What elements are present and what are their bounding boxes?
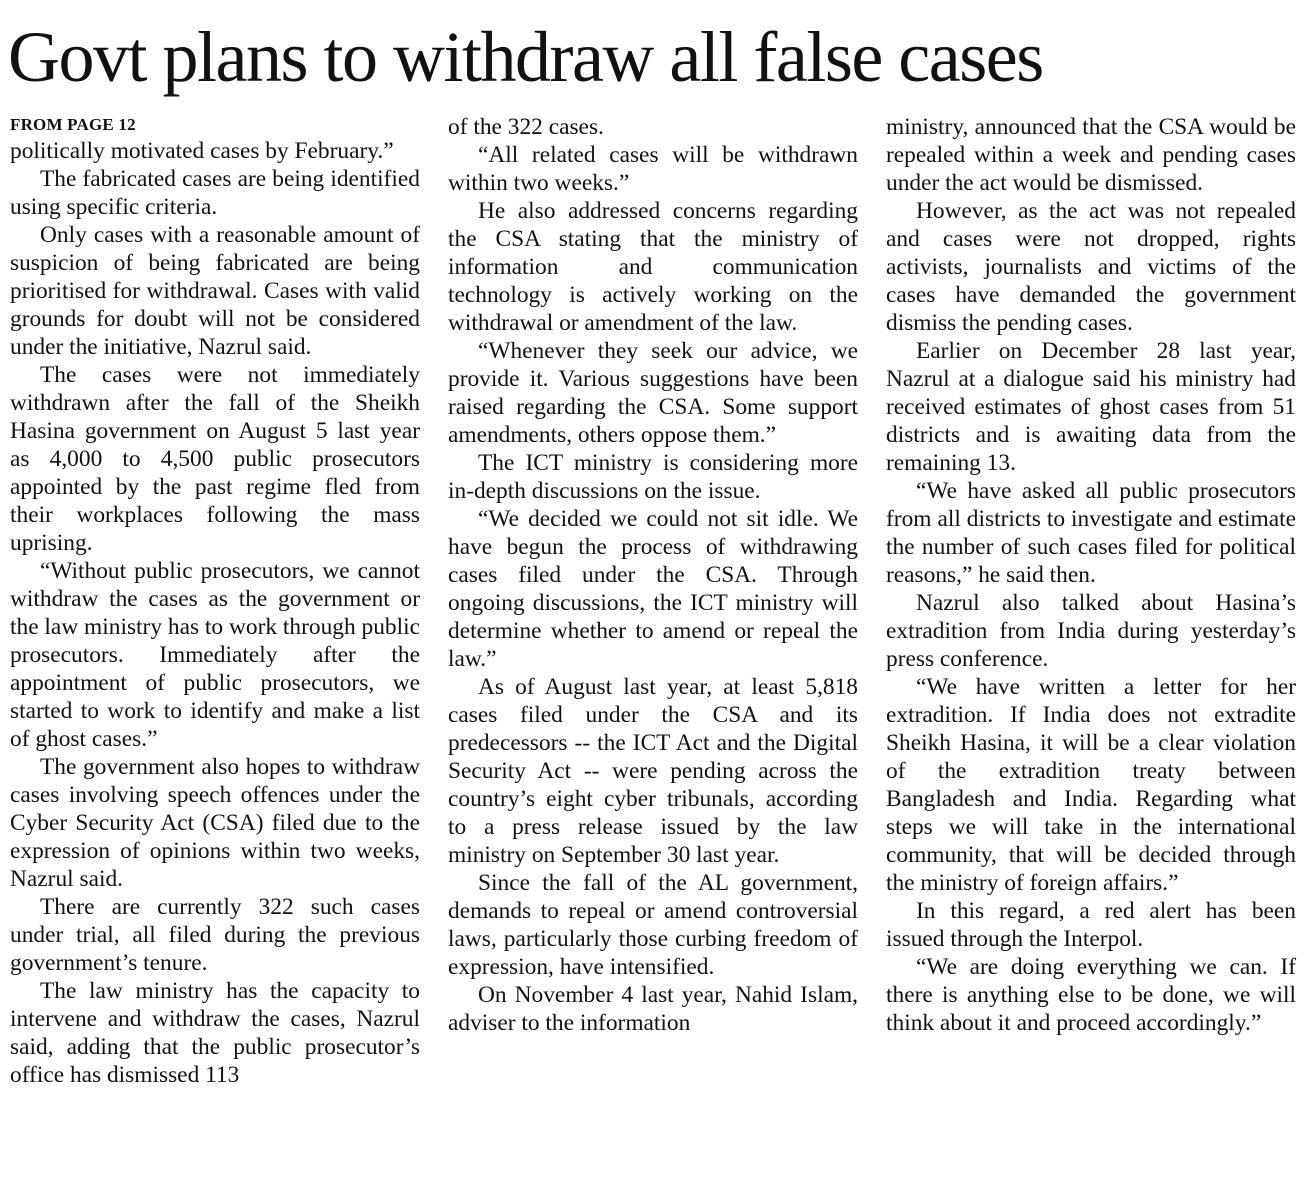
paragraph: “We have asked all public prosecutors from all districts to investigate and estimate the number of such cases filed for political reasons,” he said then. — [886, 478, 1296, 588]
paragraph: “We are doing everything we can. If there is anything else to be done, we will think about it and proceed accordingly.” — [886, 954, 1296, 1036]
paragraph: The fabricated cases are being identified using specific criteria. — [10, 166, 420, 220]
paragraph: “All related cases will be withdrawn within two weeks.” — [448, 142, 858, 196]
paragraph: There are currently 322 such cases under trial, all filed during the previous government’s tenure. — [10, 894, 420, 976]
paragraph: In this regard, a red alert has been issued through the Interpol. — [886, 898, 1296, 952]
paragraph: The government also hopes to withdraw cases involving speech offences under the Cyber Security Act (CSA) filed due to the expression of opinions within two weeks, Nazrul said. — [10, 754, 420, 892]
paragraph: “We decided we could not sit idle. We have begun the process of withdrawing cases filed under the CSA. Through ongoing discussions, the ICT ministry will determine whether to amend or repeal the law.” — [448, 506, 858, 672]
paragraph: On November 4 last year, Nahid Islam, adviser to the information — [448, 982, 858, 1036]
paragraph: As of August last year, at least 5,818 cases filed under the CSA and its predecessors -- the ICT Act and the Digital Security Act -- were pending across the country’s eight cyber tribunals, according to a press release issued by the law ministry on September 30 last year. — [448, 674, 858, 868]
paragraph: However, as the act was not repealed and cases were not dropped, rights activists, journalists and victims of the cases have demanded the government dismiss the pending cases. — [886, 198, 1296, 336]
headline: Govt plans to withdraw all false cases — [8, 17, 1043, 97]
paragraph: Nazrul also talked about Hasina’s extradition from India during yesterday’s press conference. — [886, 590, 1296, 672]
paragraph: Earlier on December 28 last year, Nazrul at a dialogue said his ministry had received estimates of ghost cases from 51 districts and is awaiting data from the remaining 13. — [886, 338, 1296, 476]
paragraph: The cases were not immediately withdrawn after the fall of the Sheikh Hasina government on August 5 last year as 4,000 to 4,500 public prosecutors appointed by the past regime fled from their workplaces following the mass uprising. — [10, 362, 420, 556]
article-column-1 — [10, 113, 420, 1089]
continuation-kicker: FROM PAGE 12 — [10, 115, 136, 134]
article-column-2 — [448, 113, 858, 1037]
article-column-3 — [886, 113, 1296, 1037]
paragraph: ministry, announced that the CSA would be repealed within a week and pending cases under the act would be dismissed. — [886, 114, 1296, 196]
paragraph: He also addressed concerns regarding the CSA stating that the ministry of information and communication technology is actively working on the withdrawal or amendment of the law. — [448, 198, 858, 336]
paragraph: The ICT ministry is considering more in-depth discussions on the issue. — [448, 450, 858, 504]
paragraph: of the 322 cases. — [448, 114, 604, 140]
paragraph: Only cases with a reasonable amount of suspicion of being fabricated are being prioritised for withdrawal. Cases with valid grounds for doubt will not be considered under the initiative, Nazrul said. — [10, 222, 420, 360]
paragraph: “Without public prosecutors, we cannot withdraw the cases as the government or the law ministry has to work through public prosecutors. Immediately after the appointment of public prosecutors, we started to work to identify and make a list of ghost cases.” — [10, 558, 420, 752]
paragraph: politically motivated cases by February.” — [10, 138, 394, 164]
paragraph: “Whenever they seek our advice, we provide it. Various suggestions have been raised regarding the CSA. Some support amendments, others oppose them.” — [448, 338, 858, 448]
paragraph: The law ministry has the capacity to intervene and withdraw the cases, Nazrul said, adding that the public prosecutor’s office has dismissed 113 — [10, 978, 420, 1088]
paragraph: Since the fall of the AL government, demands to repeal or amend controversial laws, particularly those curbing freedom of expression, have intensified. — [448, 870, 858, 980]
paragraph: “We have written a letter for her extradition. If India does not extradite Sheikh Hasina, it will be a clear violation of the extradition treaty between Bangladesh and India. Regarding what steps we will take in the international community, that will be decided through the ministry of foreign affairs.” — [886, 674, 1296, 896]
